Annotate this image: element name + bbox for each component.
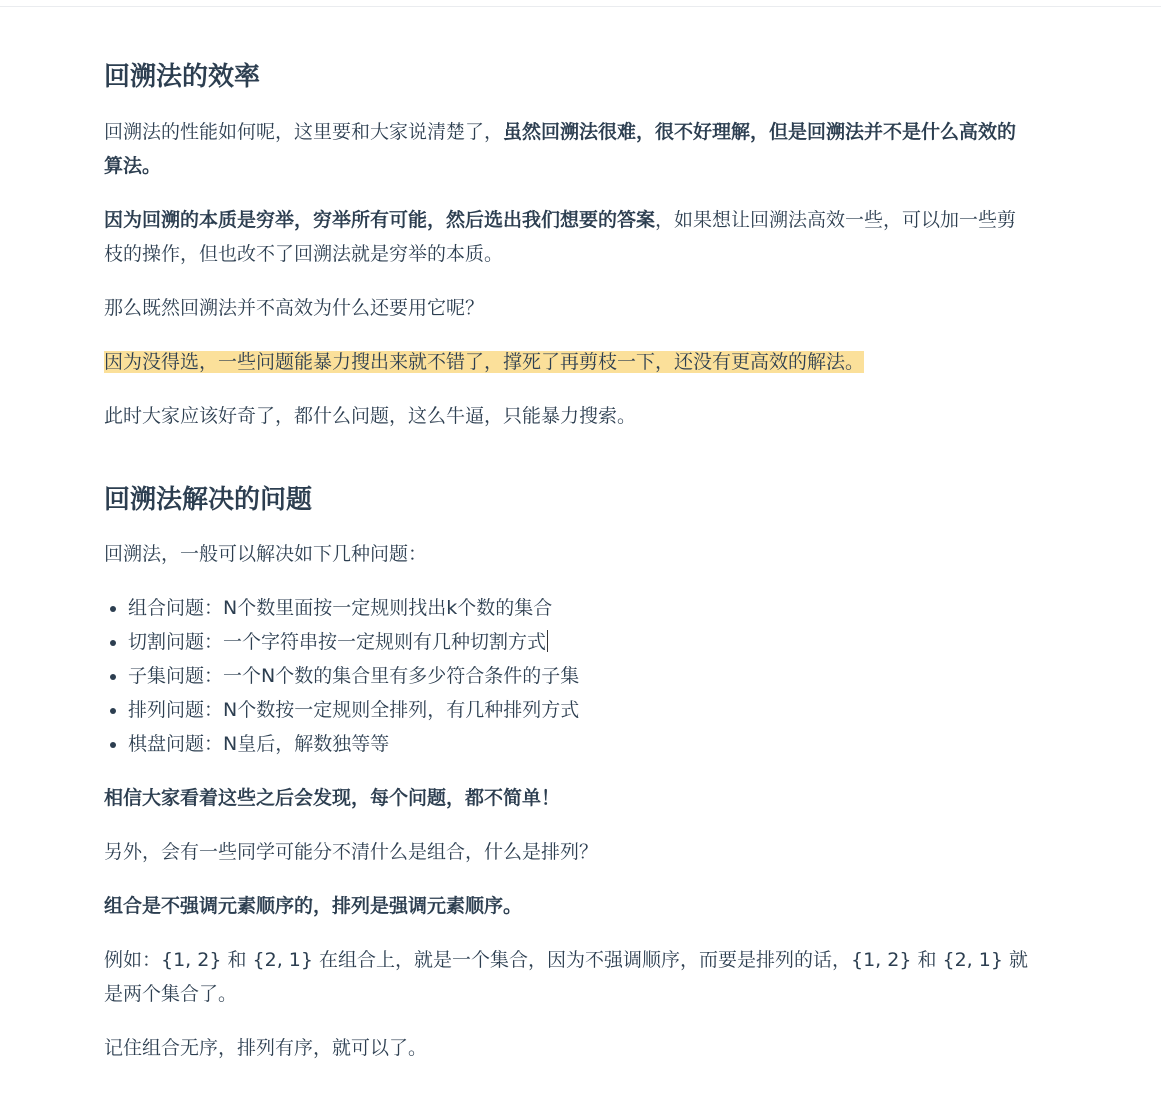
list-item-chessboard: • 棋盘问题：N皇后，解数独等等 (128, 727, 1028, 761)
heading-problems-solved: 回溯法解决的问题 (104, 485, 313, 515)
paragraph-essence-bold: 因为回溯的本质是穷举，穷举所有可能，然后选出我们想要的答案 (104, 209, 656, 231)
top-divider (0, 6, 1161, 7)
paragraph-performance-bold: 虽然回溯法很难，很不好理解，但是回溯法并不是什么高效的算法。 (104, 121, 1017, 177)
paragraph-order-difference (104, 889, 1029, 923)
paragraph-performance (104, 115, 1029, 183)
problem-type-list (104, 591, 1028, 761)
heading-backtracking-efficiency: 回溯法的效率 (104, 62, 261, 92)
paragraph-combination-question: 另外，会有一些同学可能分不清什么是组合，什么是排列？ (104, 841, 599, 863)
highlight-no-choice: 因为没得选，一些问题能暴力搜出来就不错了，撑死了再剪枝一下，还没有更高效的解法。 (104, 351, 865, 373)
paragraph-not-simple (104, 781, 1029, 815)
paragraph-problems-intro: 回溯法，一般可以解决如下几种问题： (104, 543, 428, 565)
paragraph-why-use: 那么既然回溯法并不高效为什么还要用它呢？ (104, 297, 485, 319)
list-item-subset: • 子集问题：一个N个数的集合里有多少符合条件的子集 (128, 659, 1028, 693)
paragraph-essence (104, 203, 1029, 271)
list-item-partition (128, 625, 1028, 659)
paragraph-not-simple-bold: 相信大家看着这些之后会发现，每个问题，都不简单！ (104, 787, 561, 809)
list-item-permutation: • 排列问题：N个数按一定规则全排列，有几种排列方式 (128, 693, 1028, 727)
paragraph-summary: 记住组合无序，排列有序，就可以了。 (104, 1037, 428, 1059)
text-cursor-icon (547, 630, 548, 652)
paragraph-curious: 此时大家应该好奇了，都什么问题，这么牛逼，只能暴力搜索。 (104, 405, 637, 427)
list-item-combination: • 组合问题：N个数里面按一定规则找出k个数的集合 (128, 591, 1028, 625)
paragraph-example: 例如：{1, 2} 和 {2, 1} 在组合上，就是一个集合，因为不强调顺序，而要是排列的话，{1, 2} 和 {2, 1} 就是两个集合了。 (104, 949, 1028, 1005)
paragraph-order-difference-bold: 组合是不强调元素顺序的，排列是强调元素顺序。 (104, 895, 523, 917)
paragraph-no-choice (104, 345, 1029, 379)
paragraph-essence-text: ，如果想让回溯法高效一些，可以加一些剪枝的操作，但也改不了回溯法就是穷举的本质。 (104, 209, 1017, 265)
list-item-partition-text: 切割问题：一个字符串按一定规则有几种切割方式 (128, 631, 547, 653)
paragraph-performance-text: 回溯法的性能如何呢，这里要和大家说清楚了， (104, 121, 504, 143)
